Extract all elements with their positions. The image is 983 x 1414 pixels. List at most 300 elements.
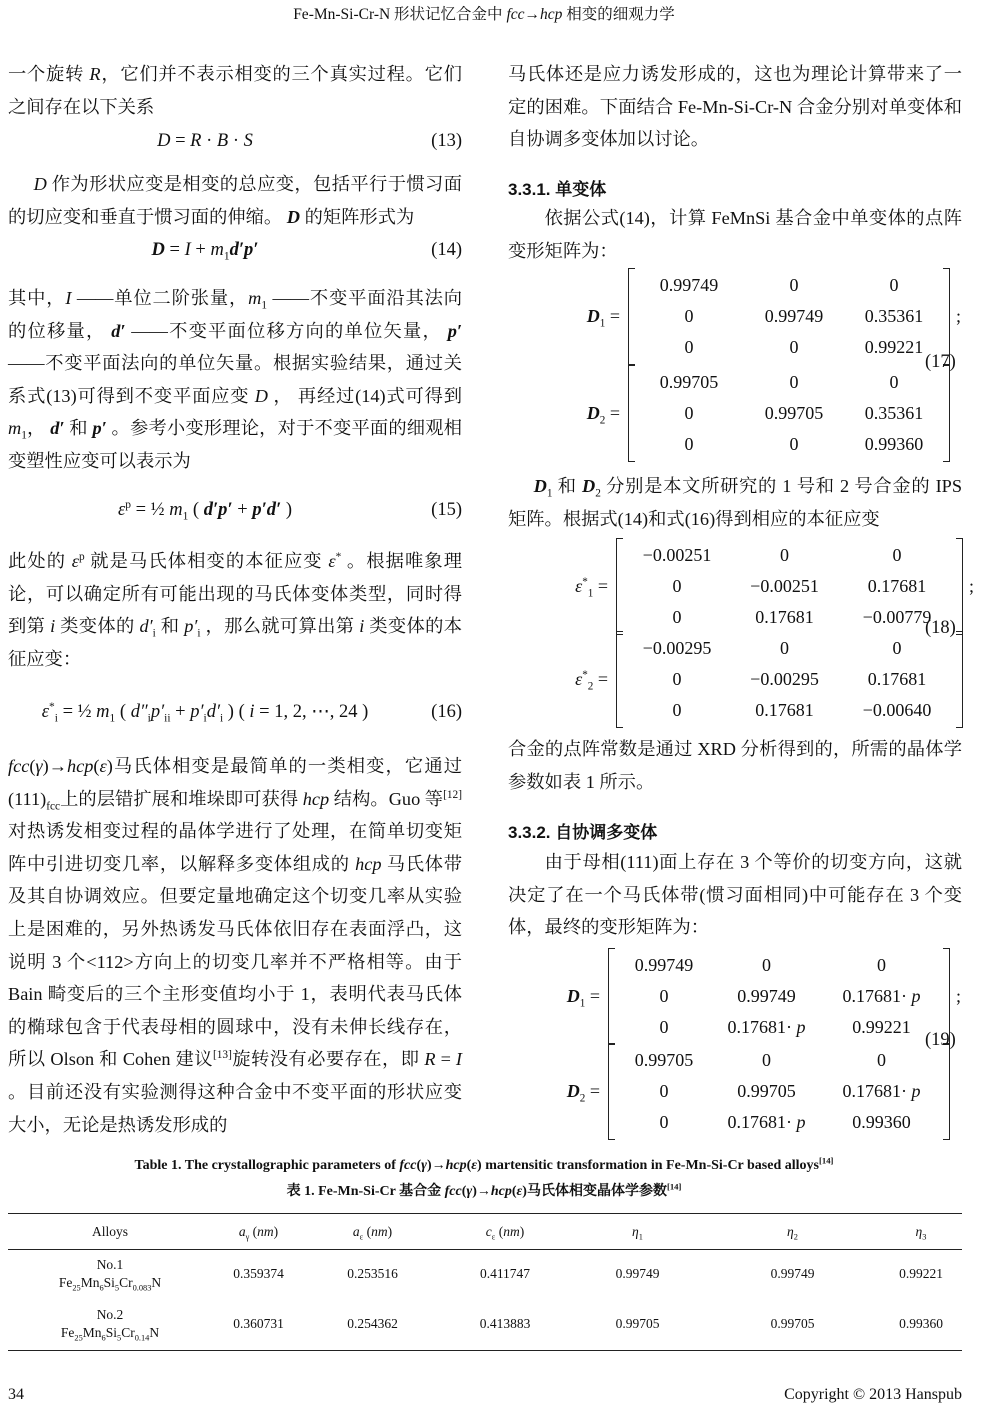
subscript: 25 — [72, 1283, 81, 1293]
paragraph — [508, 846, 962, 944]
text-run: · — [201, 130, 217, 151]
matrix-cell: 0.99705 — [659, 372, 719, 392]
equation-formula — [8, 701, 402, 723]
subscript: 1 — [109, 712, 116, 725]
math-italic: p — [911, 1081, 921, 1101]
math-italic: ε — [41, 702, 50, 722]
table-header-row — [8, 1214, 962, 1249]
math-bold: D — [566, 1081, 580, 1101]
math-italic: ε — [575, 576, 583, 596]
text-run: 依据公式(14)，计算 FeMnSi 基合金中单变体的点阵变形矩阵为： — [508, 208, 962, 261]
math-italic: I — [65, 288, 72, 308]
subscript: 1 — [21, 430, 27, 443]
running-header — [0, 2, 968, 24]
text-run: ( — [115, 702, 131, 722]
math-italic: p — [796, 1112, 806, 1132]
text-run: 和 — [64, 418, 93, 439]
math-italic: hcp — [355, 853, 382, 874]
text-run: Mn — [82, 1325, 102, 1340]
paragraph — [8, 545, 462, 675]
subscript: i — [203, 712, 207, 725]
paragraph — [8, 282, 462, 478]
text-run: 的矩阵形式为 — [300, 206, 415, 227]
math-italic: p′ — [190, 702, 204, 722]
matrix-cell: 0 — [762, 1050, 771, 1070]
math-italic: p′ — [184, 616, 198, 637]
matrix-cell: 0 — [672, 607, 682, 627]
superscript: * — [582, 576, 588, 588]
text-run: 0.17681· — [842, 986, 912, 1006]
subscript: i — [147, 712, 151, 725]
equation-13 — [8, 124, 462, 158]
matrix-cell: 0 — [889, 372, 899, 392]
subscript: 5 — [117, 1333, 122, 1343]
subscript: 1 — [261, 299, 268, 312]
matrix-cell: 0.99705 — [764, 403, 824, 423]
matrix-cell: 0.99705 — [634, 1050, 694, 1070]
text-run: = ½ — [131, 499, 170, 520]
alloy-cell — [8, 1299, 212, 1349]
matrix-bracket — [616, 538, 963, 635]
column-header — [570, 1214, 705, 1249]
math-italic: D — [33, 174, 47, 194]
matrix-label — [560, 306, 628, 330]
subscript: ε — [359, 1232, 364, 1242]
math-italic: m — [169, 499, 183, 520]
math-italic: p — [796, 1017, 806, 1037]
math-italic: I — [184, 239, 191, 260]
matrix-label — [540, 1081, 608, 1105]
superscript: * — [582, 669, 588, 681]
text-run: )→ — [42, 756, 67, 776]
superscript: * — [335, 550, 342, 563]
text-run: ——不变平面位移方向的单位矢量， — [125, 320, 448, 341]
matrix-cell: −0.00251 — [642, 545, 712, 565]
subscript: ii — [164, 712, 171, 725]
text-run: ， — [26, 418, 51, 439]
matrix-cell: 0.35361 — [864, 403, 924, 423]
text-run: ( — [93, 756, 100, 776]
value-cell: 0.99360 — [899, 1316, 943, 1331]
column-header — [305, 1214, 440, 1249]
matrix-label — [560, 403, 628, 427]
matrix-cell: 0 — [889, 275, 899, 295]
text-run: = — [585, 1081, 600, 1101]
math-italic: ε — [575, 669, 583, 689]
column-header — [705, 1214, 880, 1249]
value-cell: 0.99221 — [899, 1266, 943, 1281]
text-run: )马氏体相变晶体学参数 — [522, 1184, 667, 1199]
subscript: 1 — [579, 997, 586, 1010]
text-run: 结构。Guo 等 — [329, 788, 444, 809]
text-run: 相变的细观力学 — [562, 6, 675, 23]
equation-number: (19) — [925, 1030, 956, 1050]
matrix-bracket — [608, 1043, 950, 1140]
superscript: [14] — [818, 1155, 834, 1166]
text-run: 对热诱发相变过程的晶体学进行了处理，在简单切变矩阵中引进切变几率，以解释多变体组成的 — [8, 821, 462, 874]
math-italic: η — [915, 1223, 923, 1239]
matrix-D2-eq19 — [540, 1043, 970, 1140]
matrix-cell: 0.99749 — [764, 306, 824, 326]
text-run: ——不变平面沿其法向的位移量， — [8, 288, 462, 341]
matrix-bracket — [628, 365, 950, 462]
matrix-cell — [824, 981, 939, 1012]
subscript: 2 — [595, 487, 601, 500]
equation-number: (14) — [431, 239, 462, 260]
subscript: 1 — [182, 510, 189, 523]
equation-16 — [8, 692, 462, 732]
math-italic: m — [248, 288, 262, 308]
column-header — [440, 1214, 570, 1249]
matrix-cell: 0 — [892, 638, 902, 658]
subscript: 1 — [223, 250, 230, 263]
matrix-cell: 0 — [877, 955, 886, 975]
math-italic: c — [485, 1223, 492, 1239]
paragraph — [508, 58, 962, 156]
math-italic: hcp — [302, 788, 330, 809]
text-run: ， 再经过(14)式可得到 — [267, 385, 462, 406]
matrix-cell: 0 — [762, 955, 771, 975]
equation-14 — [8, 233, 462, 267]
math-italic: ε — [117, 499, 126, 520]
subscript: 2 — [587, 680, 594, 693]
text-run: 0.17681· — [842, 1081, 912, 1101]
text-run: ) — [281, 499, 293, 520]
math-italic: ε — [471, 1158, 478, 1173]
subscript: 6 — [99, 1283, 104, 1293]
text-run: N — [151, 1275, 162, 1290]
matrix-eps1-eq18 — [548, 538, 983, 635]
matrix-cell: 0.17681 — [867, 669, 927, 689]
matrix-cell: 0.99749 — [659, 275, 719, 295]
matrix-cell: 0 — [659, 1081, 669, 1101]
text-run: 分别是本文所研究的 1 号和 2 号合金的 IPS 矩阵。根据式(14)和式(16)得到相应的本征应变 — [508, 476, 962, 529]
math-italic: fcc — [8, 756, 30, 776]
math-italic: ε — [328, 551, 336, 571]
matrix-terminator: ; — [969, 576, 975, 596]
text-run: 。目前还没有实验测得这种合金中不变平面的形状应变大小，无论是热诱发形成的 — [8, 1081, 462, 1135]
math-bold: D — [582, 476, 596, 496]
paragraph — [8, 750, 462, 1141]
math-italic: fcc — [506, 6, 525, 23]
text-run: Alloys — [91, 1223, 128, 1239]
matrix-cell: 0.35361 — [864, 306, 924, 326]
math-bold: D — [286, 206, 300, 227]
math-italic: d′ — [139, 616, 153, 637]
text-run: = 1, 2, ⋯, 24 ) — [254, 702, 369, 722]
text-run: 旋转没有必要存在，即 — [231, 1049, 425, 1070]
matrix-cell: 0.99221 — [864, 337, 924, 357]
table-row — [8, 1249, 962, 1299]
text-run: ( — [188, 499, 204, 520]
subscript: 6 — [101, 1333, 106, 1343]
column-header — [8, 1214, 212, 1249]
text-run: = — [435, 1049, 456, 1070]
matrix-cell: 0 — [789, 275, 799, 295]
math-italic: fcc — [444, 1184, 462, 1199]
text-run: ——不变平面法向的单位矢量。根据实验结果，通过关系式(13)可得到不变平面应变 — [8, 353, 462, 406]
matrix-cell: 0.99360 — [852, 1112, 911, 1132]
text-run: = — [164, 239, 185, 260]
matrix-cell: 0.17681 — [755, 607, 814, 627]
text-run: = — [585, 986, 600, 1006]
math-italic: p — [911, 986, 921, 1006]
math-italic: i — [50, 616, 56, 637]
matrix-cell: 0 — [789, 372, 799, 392]
matrix-cell: −0.00295 — [750, 669, 819, 689]
text-run: ) ( — [223, 702, 250, 722]
matrix-cell: 0 — [789, 337, 799, 357]
subscript: i — [197, 627, 201, 640]
text-run: Table 1. The crystallographic parameters of — [134, 1158, 400, 1173]
text-run: Fe — [60, 1325, 75, 1340]
math-bold: D — [151, 239, 165, 260]
text-run: ——单位二阶张量， — [71, 288, 249, 308]
subscript: 2 — [579, 1092, 586, 1105]
math-italic: ε — [71, 551, 79, 571]
matrix-cell: 0 — [780, 638, 789, 658]
math-bold: p′ — [92, 418, 107, 439]
matrix-cell: 0.99705 — [737, 1081, 796, 1101]
matrix-cell: 0 — [684, 306, 694, 326]
text-run: = ½ — [57, 702, 97, 722]
text-run: ( — [466, 1158, 472, 1173]
paragraph — [508, 470, 962, 535]
math-italic: m — [96, 702, 110, 722]
text-run: No.1 — [96, 1257, 124, 1272]
equation-15 — [8, 490, 462, 530]
value-cell: 0.411747 — [479, 1266, 531, 1281]
alloy-cell — [8, 1249, 212, 1299]
equation-number: (13) — [431, 130, 462, 151]
math-italic: ε — [516, 1184, 523, 1199]
matrix-cell: 0.99749 — [737, 986, 796, 1006]
subscript: 0.083 — [132, 1283, 152, 1293]
subscript: 2 — [793, 1232, 798, 1242]
table-bottom-rule — [8, 1350, 962, 1351]
value-cell: 0.253516 — [347, 1266, 398, 1281]
matrix-cell: −0.00295 — [642, 638, 712, 658]
math-italic: a — [238, 1223, 246, 1239]
math-italic: i — [359, 616, 365, 637]
text-run: ( — [416, 1158, 422, 1173]
text-run: 其中， — [8, 288, 66, 308]
text-run: ) — [387, 1223, 393, 1239]
table-caption-en — [0, 1155, 968, 1174]
equation-number: (17) — [925, 352, 956, 372]
text-run: ) — [273, 1223, 279, 1239]
paragraph — [508, 733, 962, 798]
math-bold: D — [566, 986, 580, 1006]
text-run: Mn — [80, 1275, 100, 1290]
math-italic: D — [157, 130, 171, 151]
math-italic: i — [249, 702, 255, 722]
math-italic: d″ — [130, 702, 148, 722]
matrix-cell: 0 — [672, 576, 682, 596]
math-bold: D — [533, 476, 547, 496]
text-run: 上的层错扩展和堆垛即可获得 — [60, 788, 303, 809]
matrix-eps2-eq18 — [548, 631, 983, 728]
math-italic: fcc — [399, 1158, 417, 1173]
text-run: ) martensitic transformation in Fe-Mn-Si-Cr based alloys — [477, 1158, 819, 1173]
value-cell: 0.99749 — [615, 1266, 660, 1281]
math-italic: R — [424, 1049, 436, 1070]
matrix-cell: −0.00779 — [862, 607, 932, 627]
math-italic: B — [216, 130, 229, 151]
text-run: ( — [511, 1184, 517, 1199]
superscript: [13] — [212, 1049, 232, 1062]
value-cell: 0.99705 — [615, 1316, 660, 1331]
math-italic: d′ — [206, 702, 220, 722]
text-run: 类变体的 — [55, 616, 140, 637]
math-italic: hcp — [67, 756, 94, 776]
math-italic: hcp — [490, 1184, 512, 1199]
math-italic: hcp — [445, 1158, 467, 1173]
text-run: + — [170, 702, 191, 722]
text-run: 类变体的本征应变： — [8, 616, 463, 669]
text-run: ，它们并不表示相变的三个真实过程。它们之间存在以下关系 — [8, 64, 462, 117]
matrix-terminator: ; — [956, 306, 962, 326]
math-italic: η — [787, 1223, 794, 1239]
value-cell: 0.99749 — [770, 1266, 815, 1281]
value-cell: 0.413883 — [479, 1316, 531, 1331]
text-run: + — [190, 239, 211, 260]
matrix-cell: 0 — [877, 1050, 886, 1070]
text-run: ) — [519, 1223, 525, 1239]
equation-formula — [8, 500, 402, 521]
matrix-cell: 0 — [659, 1112, 669, 1132]
math-bold: D — [586, 403, 600, 423]
equation-number: (18) — [925, 618, 956, 638]
matrix-cell: 0 — [789, 434, 799, 454]
paragraph — [508, 202, 962, 267]
column-header — [212, 1214, 305, 1249]
math-italic: a — [352, 1223, 360, 1239]
paragraph — [8, 168, 462, 233]
text-run: 表 1. Fe-Mn-Si-Cr 基合金 — [286, 1184, 445, 1199]
subscript: i — [152, 627, 156, 640]
text-run: 马氏体还是应力诱发形成的，这也为理论计算带来了一定的困难。下面结合 Fe-Mn-Si-Cr-N 合金分别对单变体和自协调多变体加以讨论。 — [508, 64, 962, 150]
matrix-cell: 0 — [659, 986, 669, 1006]
text-run: )→ — [426, 1158, 446, 1173]
matrix-label — [548, 669, 616, 693]
matrix-cell: 0.99749 — [634, 955, 694, 975]
matrix-cell: 0.99221 — [852, 1017, 911, 1037]
text-run: 。参考小变形理论，对于不变平面的细观相变塑性应变可以表示为 — [8, 418, 462, 471]
column-header — [880, 1214, 962, 1249]
value-cell: 0.359374 — [233, 1266, 284, 1281]
superscript: p — [125, 498, 131, 511]
math-italic: m — [8, 418, 22, 439]
math-italic: γ — [35, 756, 43, 776]
subscript: 1 — [587, 587, 594, 600]
subscript: ε — [491, 1232, 496, 1242]
text-run: Fe — [58, 1275, 73, 1290]
math-italic: nm — [503, 1223, 520, 1239]
text-run: 由于母相(111)面上存在 3 个等价的切变方向，这就决定了在一个马氏体带(惯习面相同)中可能存在 3 个变体，最终的变形矩阵为： — [508, 852, 962, 938]
subscript: 1 — [546, 487, 553, 500]
subscript: γ — [245, 1232, 250, 1242]
copyright: Copyright © 2013 Hanspub — [784, 1386, 962, 1403]
subscript: 5 — [114, 1283, 120, 1293]
text-run: )马氏体相变是最简单的一类相变，它通过(111) — [8, 756, 462, 809]
text-run: 0.17681· — [727, 1112, 797, 1132]
equation-formula — [8, 240, 402, 261]
text-run: N — [149, 1325, 160, 1340]
text-run: = — [170, 130, 191, 151]
subscript: 25 — [74, 1333, 83, 1343]
math-italic: nm — [257, 1223, 274, 1239]
subscript: i — [219, 712, 224, 725]
matrix-cell — [709, 1107, 824, 1138]
text-run: ，那么就可算出第 — [200, 616, 360, 637]
text-run: Si — [105, 1325, 117, 1340]
text-run: ( — [461, 1184, 467, 1199]
text-run: 作为形状应变是相变的总应变，包括平行于惯习面的切应变和垂直于惯习面的伸缩。 — [8, 174, 462, 227]
text-run: = — [593, 669, 608, 689]
math-bold: p′ — [447, 320, 463, 341]
math-italic: S — [243, 130, 253, 151]
text-run: Fe-Mn-Si-Cr-N 形状记忆合金中 — [293, 6, 507, 23]
value-cell: 0.360731 — [233, 1316, 284, 1331]
matrix-cell: 0 — [684, 337, 694, 357]
equation-formula — [8, 131, 402, 152]
math-italic: I — [455, 1049, 463, 1070]
subscript: i — [54, 712, 58, 725]
math-bold: d′p′ — [229, 239, 259, 260]
text-run: ( — [495, 1223, 504, 1239]
math-bold: d′ — [111, 320, 126, 341]
paragraph — [8, 58, 462, 123]
crystallographic-parameters-table — [8, 1214, 962, 1349]
value-cell: 0.254362 — [347, 1316, 398, 1331]
section-heading-3-3-1: 3.3.1. 单变体 — [508, 180, 607, 199]
text-run: 一个旋转 — [8, 64, 90, 84]
math-italic: R — [190, 130, 202, 151]
matrix-bracket — [608, 948, 950, 1045]
text-run: ( — [249, 1223, 258, 1239]
matrix-cell: 0.17681 — [867, 576, 927, 596]
matrix-bracket — [628, 268, 950, 365]
matrix-cell: −0.00251 — [750, 576, 819, 596]
text-run: 马氏体带及其自协调效应。但要定量地确定这个切变几率从实验上是困难的，另外热诱发马氏体依旧存在表面浮凸，这说明 3 个<112>方向上的切变几率并不严格相等。由于 Bain 畸变后的三个主形变值均小于 1，表明代表马氏体的椭球包含于代表母相的圆球中，没有未伸长线存在，所以 Olson 和 Cohen 建议 — [8, 853, 462, 1070]
matrix-bracket — [616, 631, 963, 728]
matrix-label — [548, 576, 616, 600]
math-italic: γ — [466, 1184, 473, 1199]
equation-number: (15) — [431, 499, 462, 520]
text-run: ( — [29, 756, 36, 776]
matrix-cell: −0.00640 — [862, 700, 932, 720]
text-run: · — [228, 130, 244, 151]
matrix-terminator: ; — [956, 986, 962, 1006]
matrix-D1-eq19 — [540, 948, 970, 1045]
matrix-cell: 0 — [780, 545, 789, 565]
matrix-cell: 0 — [684, 434, 694, 454]
math-bold: d′ — [50, 418, 65, 439]
matrix-cell — [824, 1076, 939, 1107]
text-run: Cr — [119, 1275, 133, 1290]
text-run: No.2 — [96, 1307, 124, 1322]
text-run: → — [524, 6, 541, 23]
math-italic: η — [632, 1223, 639, 1239]
subscript: 1 — [599, 317, 606, 330]
math-bold: D — [586, 306, 600, 326]
text-run: 此处的 — [8, 551, 72, 571]
table-caption-cn — [0, 1180, 968, 1200]
text-run: = — [605, 306, 620, 326]
text-run: 0.17681· — [727, 1017, 797, 1037]
matrix-cell: 0.17681 — [755, 700, 814, 720]
